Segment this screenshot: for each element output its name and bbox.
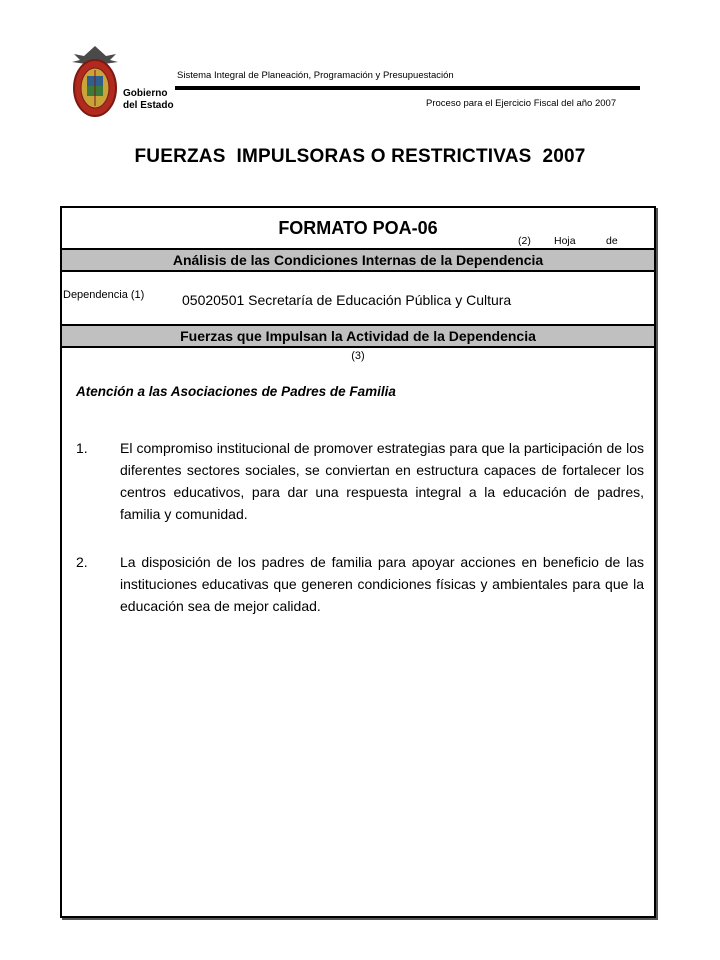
dependency-label: Dependencia (1) bbox=[63, 289, 145, 301]
page-title: FUERZAS IMPULSORAS O RESTRICTIVAS 2007 bbox=[134, 146, 586, 167]
dependency-value: 05020501 Secretaría de Educación Pública y Cultura bbox=[182, 292, 512, 308]
list-item-number: 1. bbox=[76, 440, 88, 456]
government-label bbox=[123, 88, 174, 112]
format-title: FORMATO POA-06 bbox=[278, 218, 438, 238]
system-title: Sistema Integral de Planeación, Programación y Presupuestación bbox=[177, 70, 454, 81]
list-item bbox=[76, 551, 644, 617]
item-marker: (3) bbox=[351, 350, 365, 362]
list-item-number: 2. bbox=[76, 554, 88, 570]
section-internal-conditions-band: Análisis de las Condiciones Internas de la Dependencia bbox=[62, 248, 654, 272]
section-driving-forces-band: Fuerzas que Impulsan la Actividad de la Dependencia bbox=[62, 324, 654, 348]
form-box bbox=[60, 206, 656, 918]
government-label-line1: Gobierno bbox=[123, 88, 168, 99]
process-text: Proceso para el Ejercicio Fiscal del año 2007 bbox=[426, 98, 617, 109]
state-coat-of-arms-logo bbox=[70, 42, 120, 120]
section-heading: Atención a las Asociaciones de Padres de Familia bbox=[76, 384, 396, 399]
list-item-text: La disposición de los padres de familia para apoyar acciones en beneficio de las instituciones educativas que generen condiciones físicas y ambientales para que la educación sea de mejor calidad. bbox=[120, 554, 644, 614]
sheet-number-marker: (2) bbox=[518, 235, 531, 247]
sheet-of-label: de bbox=[606, 235, 618, 247]
header-divider bbox=[175, 86, 640, 90]
list-item bbox=[76, 437, 644, 525]
government-label-line2: del Estado bbox=[123, 100, 174, 111]
sheet-label: Hoja bbox=[554, 235, 576, 247]
list-item-text: El compromiso institucional de promover estrategias para que la participación de los diferentes sectores sociales, se conviertan en estructura capaces de fortalecer los centros educativos, para dar una respuesta integral a la educación de padres, familia y comunidad. bbox=[120, 440, 644, 522]
